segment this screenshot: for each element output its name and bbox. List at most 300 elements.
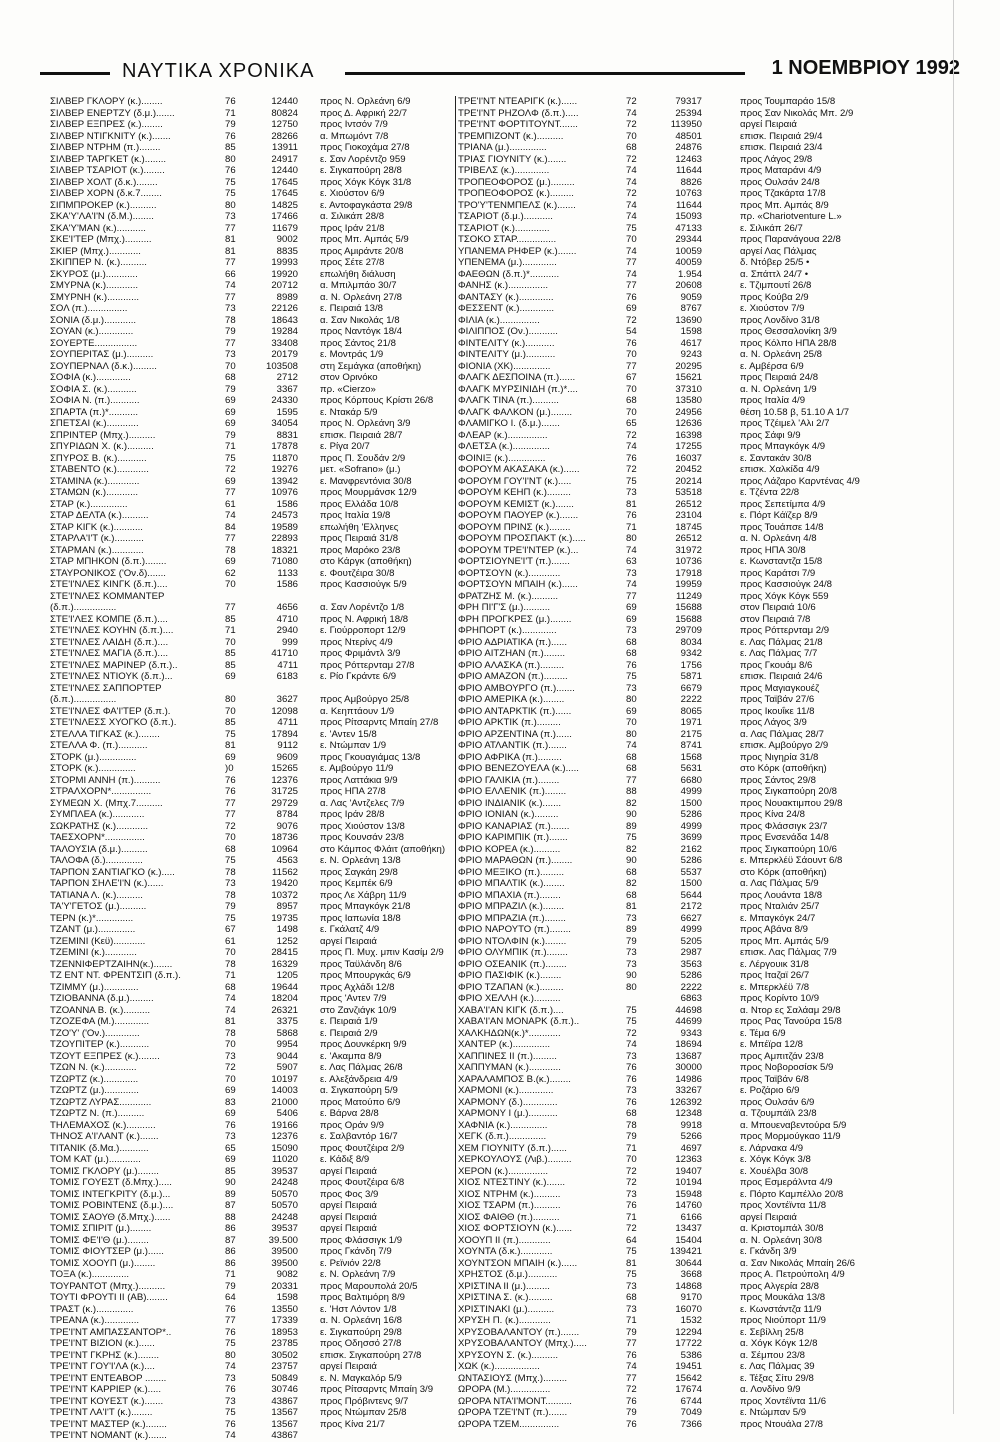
ship-position: ε. Ρίο Γκράντε 6/9	[320, 671, 397, 682]
ship-entry	[50, 568, 450, 580]
tonnage: 17255	[675, 441, 702, 452]
build-year: 80	[225, 694, 236, 705]
ship-name: ΣΟΥΕΡΤΕ................	[50, 337, 138, 349]
ship-entry	[50, 372, 450, 384]
tonnage: 5266	[680, 1131, 702, 1142]
ship-position: προς Ιράν 28/8	[320, 809, 385, 820]
ship-entry	[50, 1407, 450, 1419]
ship-name: ΤΡΕ'Ι'ΝΤ ΛΑ'Ι'Τ (κ.)........	[50, 1407, 153, 1418]
tonnage: 1598	[680, 326, 702, 337]
ship-name: ΤΟΜΙΣ ΡΟΒΙΝΤΕΝΣ (δ.μ.)....	[50, 1200, 174, 1211]
ship-name: ΤΡΕ'Ι'ΝΤ ΓΚΡΗΣ (κ.)........	[50, 1349, 160, 1361]
ship-position: προς Γιοκοχάμα 27/8	[320, 142, 410, 153]
tonnage: 79317	[675, 96, 702, 107]
ship-entry	[50, 142, 450, 154]
ship-entry	[50, 798, 450, 810]
ship-entry	[458, 338, 938, 350]
build-year: 74	[225, 510, 236, 521]
build-year: 74	[626, 176, 637, 188]
build-year: 79	[225, 326, 236, 337]
tonnage: 1532	[680, 1315, 702, 1326]
build-year: 69	[225, 751, 236, 763]
tonnage: 15621	[675, 372, 702, 383]
ship-position: προς Σάντος 29/8	[740, 774, 816, 786]
ship-entry	[50, 384, 450, 396]
ship-position: στο Ζανζιάγκ 10/9	[320, 1004, 397, 1016]
build-year: 69	[225, 406, 236, 418]
ship-name: ΤΑΡΠΟΝ ΣΑΝΤΙΑΓΚΟ (κ.).....	[50, 866, 175, 878]
ship-entry	[458, 499, 938, 511]
build-year: 72	[225, 1062, 236, 1073]
ship-name: ΤΖΟ'Υ' ('Ον.).............	[50, 1027, 140, 1039]
tonnage: 5386	[680, 1349, 702, 1361]
ship-position: προς Παρανάγουα 22/8	[740, 234, 841, 245]
ship-name: ΣΤΕ'Ι'ΝΛΕΣΣ ΧΥΟΓΚΟ (δ.π.).	[50, 717, 177, 728]
ship-position: προς Σιγκαπούρη 20/8	[740, 786, 837, 797]
tonnage: 53518	[675, 487, 702, 498]
tonnage: 15688	[675, 613, 702, 625]
ship-position: προς Ματαράνι 4/9	[740, 165, 822, 176]
build-year: 77	[626, 590, 637, 602]
ship-name: ΤΖΩΡΤΖ (μ.).............	[50, 1085, 139, 1096]
ship-position: ε. 'Αντεν 15/8	[320, 728, 377, 740]
build-year: 73	[626, 912, 637, 924]
ship-name: ΣΙΛΒΕΡ ΤΣΑΡΙΟΤ (κ.)........	[50, 165, 165, 176]
tonnage: 24956	[675, 406, 702, 418]
ship-entry	[50, 832, 450, 844]
ship-position: ε. Ν. Μαγκαλόρ 5/9	[320, 1372, 402, 1384]
ship-name: ΧΙΟΣ ΤΣΑΡΜ (π.)..........	[458, 1200, 561, 1211]
ship-position: ε. Γιούρροπορτ 12/9	[320, 625, 406, 636]
ship-name: ΣΚΙΠΠΕΡ Ν. (κ.)..........	[50, 257, 147, 268]
tonnage: 9112	[277, 740, 298, 751]
ship-position: προς Κόλπο ΗΠΑ 28/8	[740, 337, 837, 349]
ship-entry	[458, 1189, 938, 1201]
build-year: 69	[225, 1108, 236, 1119]
ship-name: ΤΡΕ'Ι'ΝΤ ΚΑΡΡΙΕΡ (κ.).....	[50, 1384, 161, 1395]
ship-entry	[458, 1419, 938, 1431]
ship-position: α. Λονδίνο 9/9	[740, 1384, 801, 1395]
build-year: 73	[626, 947, 637, 958]
build-year: 82	[626, 843, 637, 855]
ship-entry	[458, 694, 938, 706]
build-year: 70	[626, 717, 637, 728]
ship-position: προς Μαρόκο 23/8	[320, 544, 401, 556]
tonnage: 6183	[276, 671, 298, 682]
build-year: 70	[225, 579, 236, 590]
ship-position: α. Μπωμόντ 7/8	[320, 130, 389, 142]
build-year: 69	[225, 418, 236, 429]
build-year: 73	[626, 958, 637, 970]
ship-position: ε. Κάδιξ 8/9	[320, 1154, 370, 1165]
page-header	[40, 57, 960, 90]
ship-position: προς Χόγκ Κόγκ 31/8	[320, 176, 412, 188]
ship-position: αργεί Πειραιά	[320, 1211, 377, 1223]
ship-entry	[50, 1292, 450, 1304]
ship-name: ΦΟΡΟΥΜ ΑΚΑΣΑΚΑ (κ.)......	[458, 464, 580, 475]
ship-entry	[458, 1120, 938, 1132]
ship-entry	[458, 832, 938, 844]
ship-entry	[458, 913, 938, 925]
build-year: 83	[225, 1096, 236, 1108]
build-year: 63	[626, 556, 637, 567]
build-year: 72	[626, 1177, 637, 1188]
tonnage: 2940	[276, 625, 298, 636]
ship-name: ΣΙΛΒΕΡ ΤΑΡΓΚΕΤ (κ.)........	[50, 153, 167, 165]
ship-name: ΣΥΜΠΛΕΑ (κ.)............	[50, 809, 145, 820]
tonnage: 4697	[680, 1142, 702, 1154]
build-year: 69	[626, 613, 637, 625]
build-year: 80	[626, 728, 637, 740]
ship-name: ΧΑΡΑΛΑΜΠΟΣ Β.(κ.)........	[458, 1073, 571, 1085]
ship-entry	[458, 901, 938, 913]
build-year: 75	[626, 832, 637, 843]
ship-position: προς Λάγος 29/8	[740, 153, 813, 165]
tonnage: 31725	[271, 786, 298, 797]
build-year: 89	[225, 1188, 236, 1200]
ship-position: προς Μαρουπολά 20/5	[320, 1280, 418, 1292]
ship-name: ΤΣΑΡΙΟΤ (δ.μ.)...........	[458, 211, 553, 222]
ship-name: ΦΟΡΟΥΜ ΚΕΜΙΣΤ (κ.).......	[458, 498, 574, 510]
tonnage: 18736	[271, 832, 298, 843]
ship-position: ε. Πειραιά 13/8	[320, 303, 383, 314]
ship-name: ΦΡΙΟ ΙΝΔΙΑΝΙΚ (κ.).......	[458, 797, 562, 809]
build-year: 68	[626, 763, 637, 774]
build-year: 64	[626, 1234, 637, 1246]
build-year: 73	[626, 1188, 637, 1200]
ship-entry	[50, 878, 450, 890]
ship-position: πρ. «Chariotventure L.»	[740, 211, 842, 222]
ship-entry	[50, 234, 450, 246]
tonnage: 18694	[675, 1039, 702, 1050]
ship-entry	[458, 671, 938, 683]
ship-name: ΤΖΩΡΤΖ ΛΥΡΑΣ............	[50, 1096, 152, 1108]
ship-entry	[50, 407, 450, 419]
ship-name: ΤΖ ΕΝΤ ΝΤ. ΦΡΕΝΤΣΙΠ (δ.π.).	[50, 970, 181, 981]
ship-entry	[50, 522, 450, 534]
ship-position: προς Γκουάμ 8/6	[740, 659, 813, 671]
ship-name: ΤΡΑΣΤ (κ.)..............	[50, 1303, 134, 1315]
ship-position: προς Δουνκέρκη 9/9	[320, 1039, 407, 1050]
ship-position: αργεί Πειραιά	[320, 935, 377, 947]
ship-name: ΦΡΙΟ ΜΑΡΑΘΩΝ (π.)........	[458, 855, 573, 866]
tonnage: 2712	[276, 372, 298, 383]
ship-entry	[458, 430, 938, 442]
ship-name: ΤΕΡΝ (κ.)*..............	[50, 912, 134, 924]
ship-name: ΤΑ'Υ'ΓΕΤΟΣ (μ.)..........	[50, 901, 147, 912]
ship-position: ε. Σιγκαπούρη 29/8	[320, 1326, 402, 1338]
ship-name: ΣΩΚΡΑΤΗΣ (κ.)............	[50, 820, 149, 832]
ship-position: α. Ντορ ες Σαλάαμ 29/8	[740, 1004, 841, 1016]
ship-position: επισκ. Λας Πάλμας 7/9	[740, 947, 837, 958]
ship-position: προς Κούβα 2/9	[740, 291, 809, 303]
ship-entry	[458, 188, 938, 200]
tonnage: 19993	[271, 257, 298, 268]
ship-entry	[50, 96, 450, 108]
ship-entry	[50, 257, 450, 269]
ship-position: ε. Αμβούργο 11/9	[320, 763, 394, 774]
build-year: 77	[225, 337, 236, 349]
tonnage: 10736	[675, 556, 702, 567]
tonnage: 11562	[272, 866, 298, 878]
ship-position: προς Κίνα 24/8	[740, 809, 805, 820]
ship-name: ΣΚΙΕΡ (Μπχ.)............	[50, 245, 141, 257]
build-year: 69	[225, 1154, 236, 1165]
ship-position: α. Κριστομπάλ 30/8	[740, 1223, 824, 1234]
ship-name: ΤΖΕΜΙΝΙ (κ.)............	[50, 947, 137, 958]
ship-entry	[458, 970, 938, 982]
build-year: 75	[225, 176, 236, 188]
ship-entry	[458, 1338, 938, 1350]
build-year: 61	[225, 935, 236, 947]
tonnage: 30000	[675, 1062, 702, 1073]
ship-position: προς Ρίτσαρντς Μπαίη 3/9	[320, 1384, 434, 1395]
ship-name: ΣΟΦΙΑ (κ.).............	[50, 372, 131, 383]
tonnage: 20452	[675, 464, 702, 475]
build-year: 74	[626, 199, 637, 211]
build-year: 75	[626, 475, 637, 487]
ship-name: ΦΛΑΓΚ ΤΙΝΑ (π.)..........	[458, 395, 559, 406]
ship-name: ΧΙΟΣ ΝΤΕΣΤΙΝΥ (κ.).......	[458, 1177, 566, 1188]
ship-position: προς Πρόβιντενς 9/7	[320, 1395, 409, 1407]
ship-position: ε. Σαλβαντόρ 16/7	[320, 1131, 398, 1142]
ship-list-right-column	[458, 96, 938, 1430]
ship-name: ΣΤΕ'Ι'ΝΛΕΣ ΛΑΙΔΗ (δ.π.)....	[50, 636, 169, 648]
ship-entry	[50, 119, 450, 131]
tonnage: 23104	[675, 510, 702, 521]
ship-position: προς Τουμπαράο 15/8	[740, 96, 836, 107]
ship-name: ΣΚΑ'Υ'ΛΑ'Ι'Ν (δ.Μ.)........	[50, 211, 154, 222]
ship-position: α. Μπουεναβεντούρα 5/9	[740, 1119, 847, 1131]
ship-name: ΣΤΑΥΡΟΝΙΚΟΣ ('Ον.δ).......	[50, 567, 166, 579]
ship-entry	[458, 579, 938, 591]
tonnage: 1252	[276, 935, 298, 947]
tonnage: 7366	[680, 1418, 702, 1430]
ship-entry	[458, 177, 938, 189]
tonnage: 12750	[271, 119, 298, 130]
ship-name: ΣΤΕ'Ι'ΝΛΕΣ ΚΟΥΗΝ (δ.π.)....	[50, 625, 174, 636]
build-year: 77	[225, 602, 236, 613]
ship-position: στον Πειραιά 10/6	[740, 602, 816, 613]
build-year: 74	[626, 268, 637, 280]
tonnage: 39500	[271, 1257, 298, 1269]
build-year: 81	[225, 245, 236, 257]
ship-name: ΤΡΕΑΝΑ (κ.).............	[50, 1315, 140, 1326]
ship-entry	[50, 706, 450, 718]
build-year: 77	[225, 222, 236, 234]
ship-position: προς Μπαγκόγκ 21/8	[320, 901, 411, 912]
tonnage: 13580	[675, 395, 702, 406]
ship-entry	[50, 1212, 450, 1224]
build-year: 77	[626, 257, 637, 268]
build-year: 75	[626, 222, 637, 234]
ship-position: προς Κίνα 21/7	[320, 1418, 385, 1430]
tonnage: 20295	[675, 360, 702, 372]
ship-name: ΣΟΦΙΑ Σ. (κ.)...........	[50, 383, 137, 395]
build-year: 88	[626, 786, 637, 797]
ship-position: επισκ. Πειραιά 29/4	[740, 130, 823, 142]
tonnage: 15688	[675, 602, 702, 613]
build-year: 70	[626, 383, 637, 395]
build-year: 76	[225, 130, 236, 142]
ship-entry	[50, 200, 450, 212]
ship-entry	[458, 464, 938, 476]
ship-entry	[458, 211, 938, 223]
build-year: 73	[225, 349, 236, 360]
ship-position: επισκ. Πειραιά 24/6	[740, 671, 823, 682]
tonnage: 12098	[271, 705, 298, 717]
ship-position: προς Π. Μυχ. μπιν Κασίμ 2/9	[320, 947, 444, 958]
tonnage: 11679	[272, 222, 298, 234]
ship-entry	[458, 441, 938, 453]
ship-position: προς Ρόττερνταμ 2/9	[740, 625, 830, 636]
ship-name: ΤΟΥΤΙ ΦΡΟΥΤΙ ΙΙ (ΑΒ)........	[50, 1292, 168, 1303]
build-year: 68	[626, 751, 637, 763]
build-year: 76	[225, 165, 236, 176]
ship-name: ΦΟΡΟΥΜ ΓΟΥ'Ι'ΝΤ (κ.).....	[458, 475, 572, 487]
tonnage: 4711	[277, 659, 298, 671]
ship-position: προς Αμιράντε 20/8	[320, 245, 404, 257]
ship-name: ΦΟΡΟΥΜ ΠΡΟΣΠΑΚΤ (κ.).....	[458, 533, 586, 544]
ship-name: ΤΑΕΣΧΟΡΝ*...............	[50, 832, 145, 843]
tonnage: 20712	[271, 280, 298, 291]
tonnage: 14760	[675, 1200, 702, 1211]
ship-name: ΤΡΕΜΠΙΖΟΝΤ (κ.)..........	[458, 130, 564, 142]
ship-name: ΣΤΕ'Ι'ΛΕΣ ΚΟΜΠΕ (δ.π.)....	[50, 613, 168, 625]
build-year: 79	[225, 119, 236, 130]
ship-position: προς Ιταλία 4/9	[740, 395, 806, 406]
ship-position: α. Ν. Ορλεάνη 27/8	[320, 291, 402, 303]
tonnage: 12363	[675, 1154, 702, 1165]
ship-entry	[50, 1419, 450, 1431]
ship-position: ε. Σιγκαπούρη 28/8	[320, 165, 402, 176]
ship-entry	[50, 131, 450, 143]
ship-name: ΦΟΡΟΥΜ ΚΕΗΠ (κ.).........	[458, 487, 571, 498]
ship-name: ΤΟΜΙΣ ΙΝΤΕΓΚΡΙΤΥ (δ.μ.)...	[50, 1188, 171, 1200]
tonnage: 5631	[680, 763, 702, 774]
tonnage: 8065	[680, 705, 702, 717]
tonnage: 26512	[675, 498, 702, 510]
build-year: 68	[225, 981, 236, 993]
ship-name: ΣΜΥΡΝΑ (κ.)............	[50, 280, 139, 291]
ship-name: ΤΡΟΠΕΟΦΟΡΟΣ (μ.).........	[458, 176, 575, 188]
ship-entry	[50, 648, 450, 660]
ship-name: ΦΡΙΟ ΚΟΡΕΑ (κ.)..........	[458, 843, 561, 855]
ship-position: προς Αλγερία 28/8	[740, 1280, 819, 1292]
tonnage: 7049	[680, 1407, 702, 1418]
ship-entry	[50, 1039, 450, 1051]
ship-position: προς Ντερίνς 4/9	[320, 636, 393, 648]
ship-position: α. Κεηπτάουν 1/9	[320, 705, 395, 717]
build-year: 72	[626, 1027, 637, 1039]
ship-name: ΤΣΟΚΟ ΣΤΑΡ...............	[458, 234, 557, 245]
build-year: 73	[626, 567, 637, 579]
ship-entry	[50, 510, 450, 522]
tonnage: 15090	[271, 1142, 298, 1154]
build-year: 72	[626, 96, 637, 107]
ship-entry	[50, 1051, 450, 1063]
build-year: 78	[225, 1027, 236, 1039]
tonnage: 17339	[271, 1315, 298, 1326]
ship-name: ΣΤΑΜΙΝΑ (κ.)............	[50, 475, 140, 487]
ship-entry	[50, 361, 450, 373]
build-year: 73	[225, 1395, 236, 1407]
tonnage: 11870	[272, 452, 298, 464]
tonnage: 17722	[675, 1338, 702, 1349]
ship-entry	[50, 223, 450, 235]
ship-position: ε. Ντώμπαν 5/9	[740, 1407, 807, 1418]
ship-entry	[50, 683, 450, 695]
ship-entry	[458, 660, 938, 672]
ship-entry	[458, 890, 938, 902]
tonnage: 37310	[675, 383, 702, 395]
build-year: 80	[225, 199, 236, 211]
ship-entry	[50, 982, 450, 994]
tonnage: 15093	[675, 211, 702, 222]
tonnage: 2222	[680, 694, 702, 705]
ship-position: επωλήθη 'Ελληνες	[320, 521, 399, 533]
ship-name: ΣΙΠΜΠΡΟΚΕΡ (κ.)..........	[50, 199, 157, 211]
tonnage: 19407	[675, 1165, 702, 1177]
ship-entry	[458, 384, 938, 396]
ship-name: ΣΤΕ'Ι'ΝΛΕΣ ΣΑΠΠΟΡΤΕΡ	[50, 682, 162, 694]
ship-entry	[458, 568, 938, 580]
build-year: 81	[626, 498, 637, 510]
build-year: 79	[626, 935, 637, 947]
ship-name: ΦΡΙΟ ΕΛΛΕΝΙΚ (π.)........	[458, 786, 567, 797]
build-year: 68	[225, 843, 236, 855]
tonnage: 13690	[675, 314, 702, 326]
build-year: 72	[626, 314, 637, 326]
ship-position: προς Ιράν 21/8	[320, 222, 385, 234]
tonnage: 12440	[271, 96, 298, 107]
ship-entry	[50, 165, 450, 177]
ship-name: ΣΤΑΡΜΑΝ (κ.)............	[50, 544, 144, 556]
tonnage: 19276	[271, 464, 298, 475]
ship-entry	[50, 1223, 450, 1235]
ship-entry	[458, 1200, 938, 1212]
tonnage: 1598	[276, 1292, 298, 1303]
build-year: 73	[626, 625, 637, 636]
ship-position: προς Ρίτσαρντς Μπαίη 27/8	[320, 717, 439, 728]
ship-entry	[50, 1350, 450, 1362]
build-year: 73	[225, 211, 236, 222]
ship-position: προς Τζακάρτα 17/8	[740, 188, 826, 199]
ship-entry	[458, 591, 938, 603]
ship-name: ΤΖΙΜΜΥ (μ.).............	[50, 981, 139, 993]
tonnage: 1971	[680, 717, 702, 728]
build-year: 76	[225, 786, 236, 797]
ship-entry	[458, 706, 938, 718]
ship-position: προς Αμπιτζάν 23/8	[740, 1050, 824, 1062]
ship-name: ΦΡΙΟ ΚΑΝΑΡΙΑΣ (π.).......	[458, 820, 570, 832]
tonnage: 4563	[276, 855, 298, 866]
build-year: 70	[626, 234, 637, 245]
ship-position: προς Τζέιμελ 'Αλι 2/7	[740, 418, 830, 429]
build-year: 75	[225, 1338, 236, 1349]
ship-entry	[458, 453, 938, 465]
ship-name: ΦΑΝΗΣ (κ.)...............	[458, 280, 549, 291]
build-year: 81	[225, 740, 236, 751]
ship-name: ΦΡΙΟ ΜΠΑΛΤΙΚ (κ.)........	[458, 878, 565, 889]
build-year: 86	[225, 1257, 236, 1269]
ship-name: ΣΤΕ'Ι'ΝΛΕΣ ΜΑΓΙΑ (δ.π.)....	[50, 648, 169, 659]
ship-position: ε. Σαντακάν 30/8	[740, 452, 812, 464]
ship-position: προς Καράτσι 7/9	[740, 567, 816, 579]
build-year: 71	[225, 970, 236, 981]
tonnage: 17674	[675, 1384, 702, 1395]
build-year: 75	[626, 1246, 637, 1257]
